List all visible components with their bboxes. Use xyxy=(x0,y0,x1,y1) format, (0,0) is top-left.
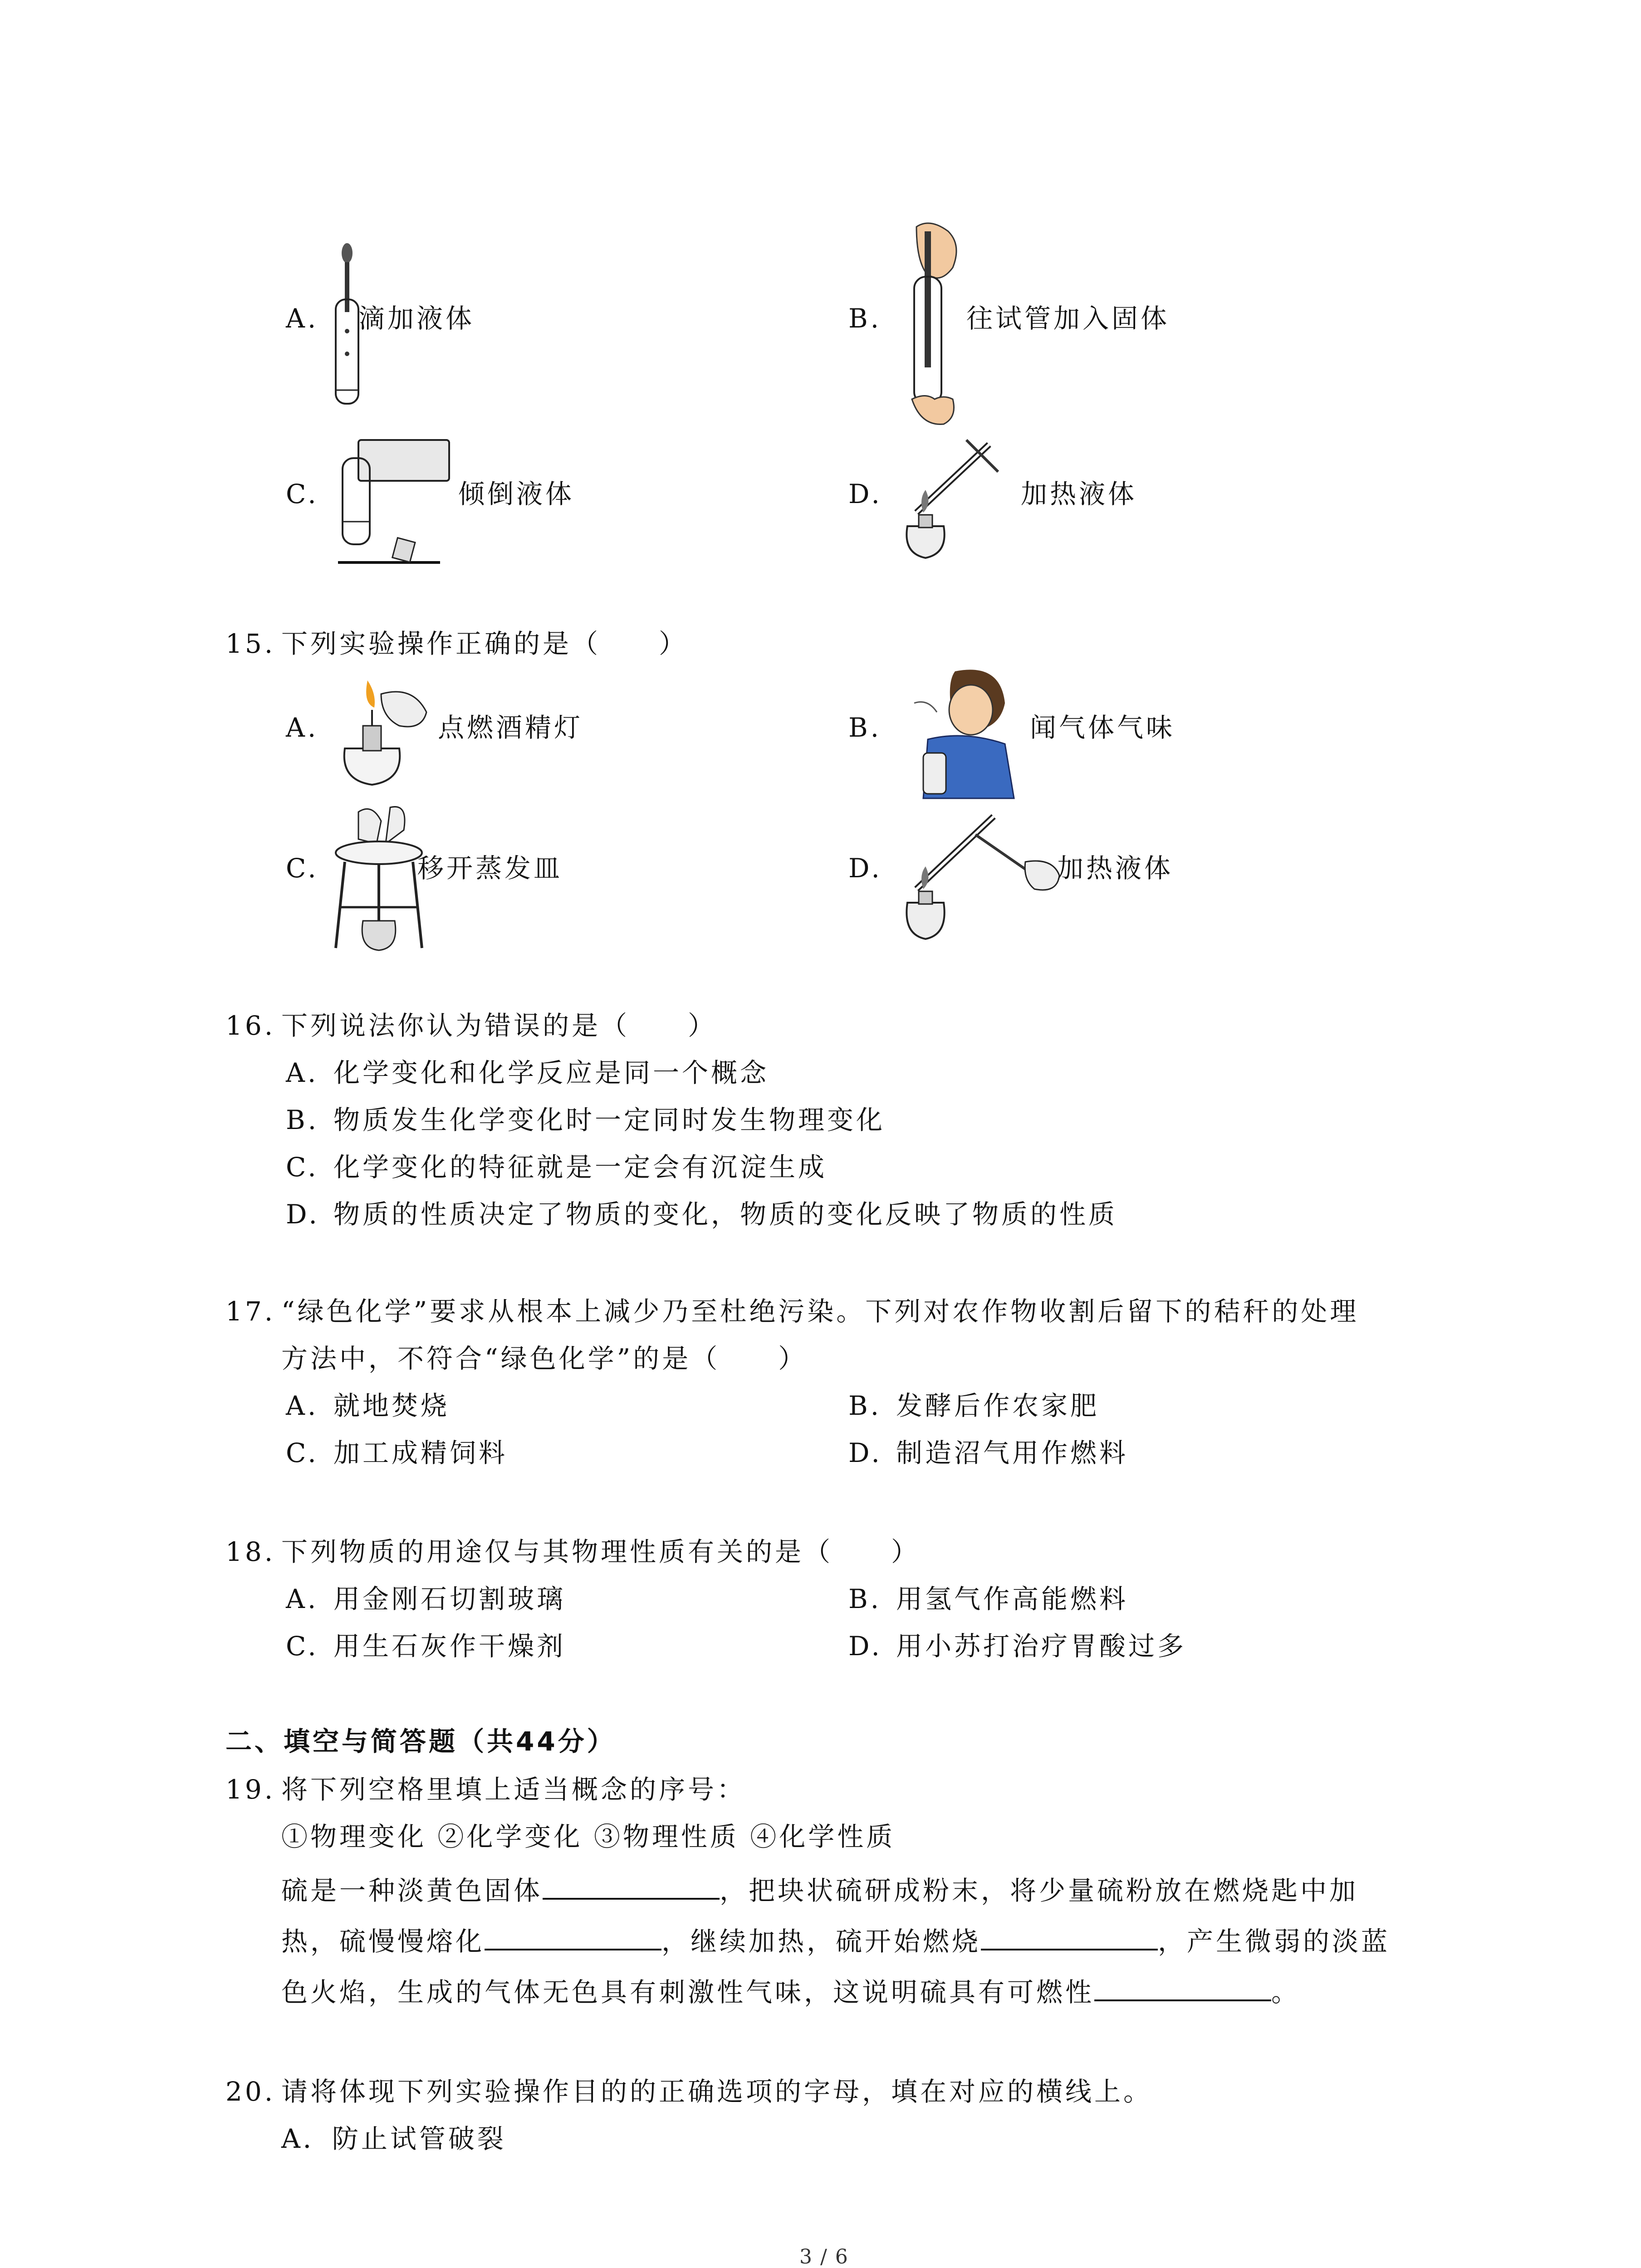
q19-blank-4[interactable] xyxy=(1094,1974,1271,2001)
q14-option-a-letter: A. xyxy=(286,303,319,334)
q17-option-c-letter: C. xyxy=(286,1437,319,1468)
q18-option-a-text: 用金刚石切割玻璃 xyxy=(333,1584,566,1614)
q18-option-a-letter: A. xyxy=(286,1584,319,1614)
q16-option-d-letter: D. xyxy=(286,1199,320,1230)
q17-option-d-letter: D. xyxy=(848,1437,882,1468)
q19-line-1 xyxy=(281,1872,1358,1904)
heating-liquid-icon xyxy=(898,435,1003,562)
q16-number: 16. xyxy=(225,1010,276,1041)
q17-option-b-letter: B. xyxy=(848,1390,882,1421)
q15-option-a-caption: 点燃酒精灯 xyxy=(438,712,583,743)
q19-line2-text-c: ，产生微弱的淡蓝 xyxy=(1158,1926,1391,1957)
q20-number: 20. xyxy=(225,2076,276,2107)
q15-number: 15. xyxy=(225,628,276,659)
q15-option-d-caption: 加热液体 xyxy=(1057,853,1174,884)
q16-option-c-text: 化学变化的特征就是一定会有沉淀生成 xyxy=(333,1152,828,1183)
q16-option-d-text: 物质的性质决定了物质的变化，物质的变化反映了物质的性质 xyxy=(333,1199,1118,1230)
q19-blank-1[interactable] xyxy=(543,1872,720,1900)
q19-number: 19. xyxy=(225,1774,276,1805)
q18-option-c-text: 用生石灰作干燥剂 xyxy=(333,1631,566,1662)
q19-blank-2[interactable] xyxy=(485,1923,661,1950)
solid-addition-figure xyxy=(889,218,971,431)
q15-option-b-caption: 闻气体气味 xyxy=(1030,712,1176,743)
q17-stem-line1: “绿色化学”要求从根本上减少乃至杜绝污染。下列对农作物收割后留下的秸秆的处理 xyxy=(281,1296,1359,1327)
q15-stem: 下列实验操作正确的是（ ） xyxy=(281,628,688,659)
q14-option-d-caption: 加热液体 xyxy=(1021,479,1137,509)
q19-line3-text-a: 色火焰，生成的气体无色具有刺激性气味，这说明硫具有可燃性 xyxy=(281,1977,1095,2008)
q18-option-d-letter: D. xyxy=(848,1631,882,1662)
q20-option-a: A．防止试管破裂 xyxy=(281,2123,506,2154)
page-number: 3 / 6 xyxy=(799,2245,849,2268)
q17-number: 17. xyxy=(225,1296,276,1327)
q17-option-a-text: 就地焚烧 xyxy=(333,1390,450,1421)
q17-option-b-text: 发酵后作农家肥 xyxy=(896,1390,1100,1421)
q16-option-c-letter: C. xyxy=(286,1152,319,1183)
q17-option-a-letter: A. xyxy=(286,1390,319,1421)
q15-option-c-caption: 移开蒸发皿 xyxy=(417,853,563,884)
q19-line2-text-b: ，继续加热，硫开始燃烧 xyxy=(661,1926,981,1957)
q17-stem-line2: 方法中，不符合“绿色化学”的是（ ） xyxy=(281,1343,808,1374)
q14-option-b-caption: 往试管加入固体 xyxy=(966,303,1170,334)
q18-stem: 下列物质的用途仅与其物理性质有关的是（ ） xyxy=(281,1536,921,1567)
q18-option-d-text: 用小苏打治疗胃酸过多 xyxy=(896,1631,1187,1662)
section-2-heading: 二、填空与简答题（共44分） xyxy=(225,1726,616,1757)
q16-stem: 下列说法你认为错误的是（ ） xyxy=(281,1010,717,1041)
q17-option-d-text: 制造沼气用作燃料 xyxy=(896,1437,1129,1468)
q19-line1-text-a: 硫是一种淡黄色固体 xyxy=(281,1875,543,1906)
heating-figure-2 xyxy=(898,812,1062,943)
lighting-alcohol-lamp-icon xyxy=(331,676,436,789)
q14-option-c-letter: C. xyxy=(286,479,319,509)
alcohol-lamp-figure-1 xyxy=(331,676,436,789)
q16-option-a-text: 化学变化和化学反应是同一个概念 xyxy=(333,1057,769,1088)
q19-blank-3[interactable] xyxy=(981,1923,1158,1950)
q18-number: 18. xyxy=(225,1536,276,1567)
q19-line3-text-b: 。 xyxy=(1271,1977,1301,2008)
q14-option-c-caption: 倾倒液体 xyxy=(458,479,575,509)
q16-option-a-letter: A. xyxy=(286,1057,319,1088)
q18-option-b-text: 用氢气作高能燃料 xyxy=(896,1584,1129,1614)
q15-option-d-letter: D. xyxy=(848,853,882,884)
q19-line-3 xyxy=(281,1974,1301,2008)
q14-option-b-letter: B. xyxy=(848,303,882,334)
smelling-gas-icon xyxy=(896,662,1023,798)
q17-option-c-text: 加工成精饲料 xyxy=(333,1437,508,1468)
q14-option-d-letter: D. xyxy=(848,479,882,509)
q15-option-c-letter: C. xyxy=(286,853,319,884)
q16-option-b-text: 物质发生化学变化时一定同时发生物理变化 xyxy=(333,1105,886,1135)
q14-option-a-caption: 滴加液体 xyxy=(358,303,475,334)
q18-option-c-letter: C. xyxy=(286,1631,319,1662)
adding-solid-to-test-tube-icon xyxy=(889,218,971,431)
pouring-figure xyxy=(336,431,458,567)
q19-line-2 xyxy=(281,1923,1390,1955)
smelling-gas-figure xyxy=(896,662,1023,798)
pouring-liquid-icon xyxy=(336,431,458,567)
q15-option-b-letter: B. xyxy=(848,712,882,743)
q19-line2-text-a: 热，硫慢慢熔化 xyxy=(281,1926,485,1957)
heating-figure-1 xyxy=(898,435,1003,562)
q18-option-b-letter: B. xyxy=(848,1584,882,1614)
q15-option-a-letter: A. xyxy=(286,712,319,743)
q19-choices: ①物理变化 ②化学变化 ③物理性质 ④化学性质 xyxy=(281,1821,896,1852)
q19-stem: 将下列空格里填上适当概念的序号： xyxy=(281,1774,746,1805)
heating-liquid-with-holder-icon xyxy=(898,812,1062,943)
q16-option-b-letter: B. xyxy=(286,1105,319,1135)
q19-line1-text-b: ，把块状硫研成粉末，将少量硫粉放在燃烧匙中加 xyxy=(720,1875,1359,1906)
q20-stem: 请将体现下列实验操作目的的正确选项的字母，填在对应的横线上。 xyxy=(281,2076,1153,2107)
